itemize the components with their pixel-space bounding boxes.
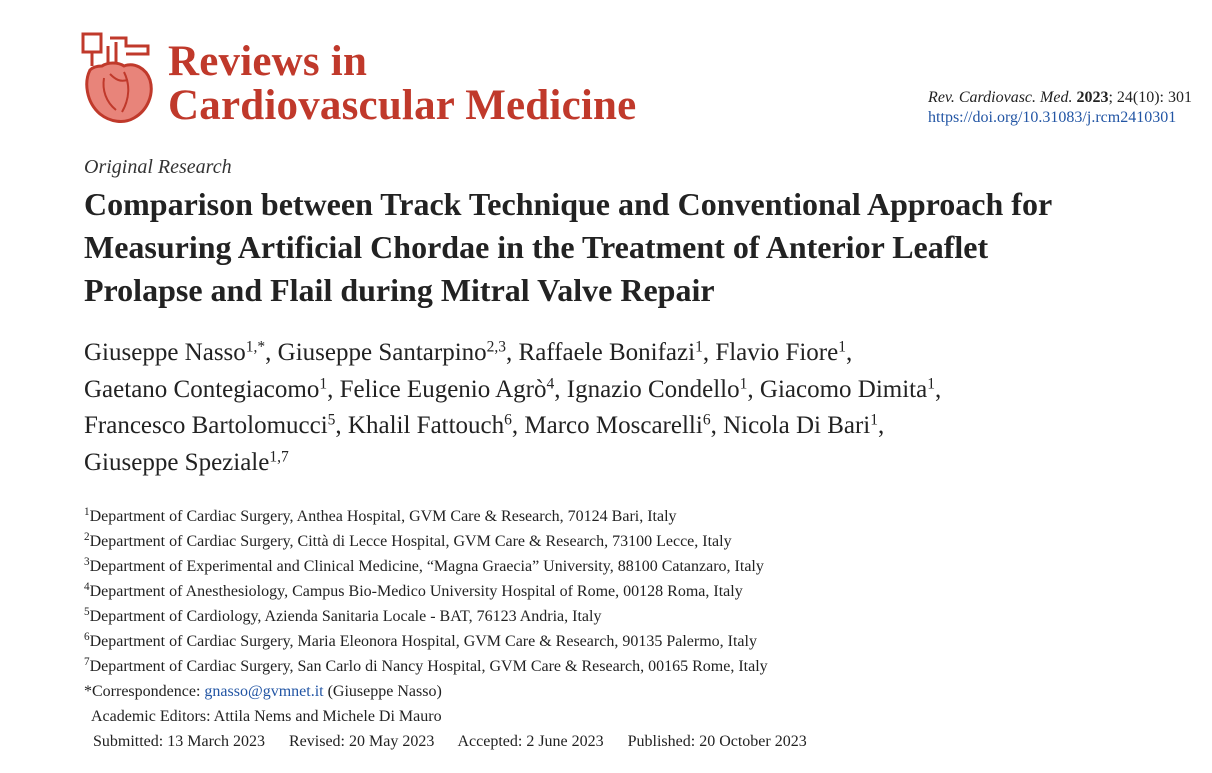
author-name: Francesco Bartolomucci xyxy=(84,412,328,439)
published-date: Published: 20 October 2023 xyxy=(627,733,807,750)
correspondence-label: *Correspondence: xyxy=(84,683,201,700)
author-line xyxy=(84,445,1194,482)
author-name: Gaetano Contegiacomo xyxy=(84,375,320,403)
citation-year: 2023 xyxy=(1076,89,1109,106)
journal-abbrev: Rev. Cardiovasc. Med. xyxy=(928,89,1073,106)
journal-logo xyxy=(80,32,680,132)
author-name: Giacomo Dimita xyxy=(759,375,928,403)
affiliation-row: $^3$Department of Experimental and Clinical Medicine, “Magna Graecia” University, 88100 Catanzaro, Italy xyxy=(84,555,764,575)
author-affil-sup: 1 xyxy=(319,374,328,392)
correspondence-person: (Giuseppe Nasso) xyxy=(327,683,442,700)
affiliation-row: $^4$Department of Anesthesiology, Campus Bio-Medico University Hospital of Rome, 00128 Roma, Italy xyxy=(84,580,743,600)
author-affil-sup: 6 xyxy=(702,411,711,429)
journal-name-line-2: Cardiovascular Medicine xyxy=(168,82,637,129)
journal-name xyxy=(168,40,636,128)
author-affil-sup: 1,* xyxy=(245,338,266,356)
author-name: Raffaele Bonifazi xyxy=(518,339,696,366)
citation-line xyxy=(928,88,1192,108)
citation-volume: ; 24(10): 301 xyxy=(1108,89,1192,106)
author-name: Marco Moscarelli xyxy=(524,412,703,439)
author-affil-sup: 1 xyxy=(927,374,935,392)
article-title xyxy=(84,183,1204,312)
author-name: Flavio Fiore xyxy=(715,339,839,366)
submitted-date: Submitted: 13 March 2023 xyxy=(93,733,265,750)
article-type: Original Research xyxy=(84,156,232,178)
citation-block xyxy=(928,88,1192,128)
affiliation-row: $^5$Department of Cardiology, Azienda Sanitaria Locale - BAT, 76123 Andria, Italy xyxy=(84,605,602,625)
author-name: Nicola Di Bari xyxy=(723,412,871,439)
author-affil-sup: 1 xyxy=(739,374,748,392)
revised-date: Revised: 20 May 2023 xyxy=(289,733,435,750)
author-name: Giuseppe Santarpino xyxy=(277,339,487,366)
affiliation-row: $^7$Department of Cardiac Surgery, San Carlo di Nancy Hospital, GVM Care & Research, 00165 Rome, Italy xyxy=(84,655,768,675)
author-affil-sup: 5 xyxy=(327,411,336,429)
author-name: Giuseppe Speziale xyxy=(84,448,270,476)
journal-name-line-1: Reviews in xyxy=(168,38,368,85)
article-dates xyxy=(84,729,1194,754)
author-affil-sup: 1 xyxy=(870,411,878,429)
correspondence-email-link[interactable]: gnasso@gvmnet.it xyxy=(204,683,324,700)
correspondence xyxy=(84,679,1194,704)
author-list xyxy=(84,335,1194,481)
affiliation-row: $^6$Department of Cardiac Surgery, Maria Eleonora Hospital, GVM Care & Research, 90135 Palermo, Italy xyxy=(84,630,757,650)
author-line: Gaetano Contegiacomo$^1$, Felice Eugenio Agrò$^4$, Ignazio Condello$^1$, Giacomo Dimita$^1$, xyxy=(84,374,942,403)
heart-icon xyxy=(80,32,158,126)
author-line: Francesco Bartolomucci$^5$, Khalil Fattouch$^6$, Marco Moscarelli$^6$, Nicola Di Bari$^1$, xyxy=(84,411,885,439)
title-line: Measuring Artificial Chordae in the Treatment of Anterior Leaflet xyxy=(84,229,989,265)
author-affil-sup: 1 xyxy=(838,338,846,356)
author-affil-sup: 4 xyxy=(546,374,555,392)
author-line: Giuseppe Nasso$^{1,*}$, Giuseppe Santarpino$^{2,3}$, Raffaele Bonifazi$^1$, Flavio Fiore$^1$, xyxy=(84,338,853,366)
author-name: Ignazio Condello xyxy=(566,375,740,403)
author-affil-sup: 6 xyxy=(504,411,512,429)
author-affil-sup: 1 xyxy=(695,338,703,356)
author-name: Khalil Fattouch xyxy=(347,412,505,439)
author-affil-sup: 1,7 xyxy=(269,447,289,465)
author-name: Felice Eugenio Agrò xyxy=(339,375,547,403)
academic-editors xyxy=(84,704,1194,729)
editors-label: Academic Editors: xyxy=(91,708,211,725)
accepted-date: Accepted: 2 June 2023 xyxy=(457,733,604,750)
title-line: Comparison between Track Technique and Conventional Approach for xyxy=(84,186,1053,222)
author-affil-sup: 2,3 xyxy=(486,338,507,356)
affiliation-row: $^1$Department of Cardiac Surgery, Anthea Hospital, GVM Care & Research, 70124 Bari, Italy xyxy=(84,505,677,525)
editors-names: Attila Nems and Michele Di Mauro xyxy=(213,708,442,725)
affiliation-row: $^2$Department of Cardiac Surgery, Città di Lecce Hospital, GVM Care & Research, 73100 Lecce, Italy xyxy=(84,530,732,550)
title-line: Prolapse and Flail during Mitral Valve Repair xyxy=(84,272,715,308)
doi-link[interactable]: https://doi.org/10.31083/j.rcm2410301 xyxy=(928,109,1177,126)
author-name: Giuseppe Nasso xyxy=(84,339,246,366)
affiliations xyxy=(84,504,1194,754)
